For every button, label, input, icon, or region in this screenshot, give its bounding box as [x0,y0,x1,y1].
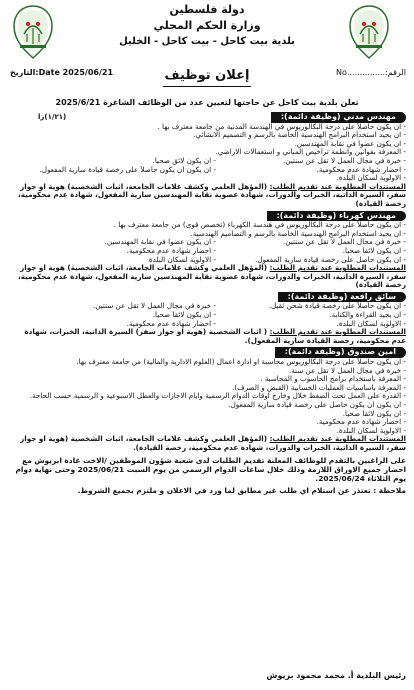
requirement-item: - خبرة في مجال العمل لا تقل عن سنتين. [92,302,216,311]
signature-line: رئيس البلدية أ. محمد محمود بريوش [266,671,406,680]
required-documents [8,435,406,452]
requirement-pair [8,311,406,320]
required-documents [8,183,406,209]
municipality-logo-right [346,4,392,62]
announcement-body [8,110,406,495]
intro-text: تعلن بلدية بيت كاحل عن حاجتها لتعيين عدد من الوظائف الشاغرة 2025/6/21 [55,98,359,107]
ministry-name: وزارة الحكم المحلي [153,19,261,32]
note: ملاحظة : تعتذر عن استلام اي طلب غير مطابق لما ورد في الاعلان و ملتزم بجميع الشروط. [77,485,406,495]
job-section [8,211,406,290]
requirement-item: - ان يكون حاصلاً على درجة البكالوريوس محاسبة او ادارة اعمال (العلوم الادارية والمالية) من جامعة معترف بها. [76,358,406,367]
requirement-item: - ان يجيد استخدام البرامج الهندسية الخاصة بالرسم و التصاميم الهندسية. [190,229,406,238]
documents-label: المستندات المطلوبة عند تقديم الطلب: [269,263,406,273]
requirement-item: - الاولوية لسكان البلدة. [336,426,406,435]
requirement-item: - المعرفة باساسيات العمليات الحسابية (القبض و الصرف). [232,383,406,392]
requirement-item: - ان يكون عضوا في نقابة المهندسين. [104,238,216,247]
requirement-item: - ان يكون ان يكون حاصل على رخصة قيادة سارية المفعول. [228,401,406,409]
required-documents [8,264,406,290]
requirement-item: - المعرفة بقوانين وانظمة تراخيص المباني و استعمالات الاراضي. [215,148,406,157]
section-header [8,347,406,358]
state-name: دولة فلسطين [169,3,245,16]
section-header [8,112,406,123]
requirement-pair [8,247,406,256]
documents-list: (المؤهل العلمي وكشف علامات الجامعة، اثبات الشخصية) هوية او جواز سفر، السيرة الذاتية، الخبرات والدورات، شهادة عضوية نقابة المهندسين سارية المفعول، شهادة عدم محكومية، رخصة القيادة) [18,181,406,208]
requirement-item: - ان يجيد استخدام البرامج الهندسية الخاصة بالرسم و التصميم الانشائي. [193,131,406,140]
requirement-item: - ان يكون حاصلاً على درجة البكالوريوس في هندسة الكهرباء (تخصص قوى) من جامعة معترف بها . [113,221,406,230]
documents-label: المستندات المطلوبة عند تقديم الطلب: [269,434,406,444]
documents-list: (المؤهل العلمي وكشف علامات الجامعة، اثبات الشخصية (هوية او جواز سفر، السيرة الذاتية، الخبرات والدورات، شهادة عدم محكومية، رخصة القيادة). [20,434,406,452]
requirement-item: - ان يكون حاصلاً على درجة البكالوريوس في الهندسة المدنية من جامعة معترف بها . [157,122,406,131]
section-title: امين صندوق (وظيفة دائمة): [275,347,406,358]
municipality-name: بلدية بيت كاحل - بيت كاحل - الخليل [119,36,295,47]
job-section [8,292,406,346]
requirement-item: - ان يكون عضواً في نقابة المهندسين. [294,139,406,148]
page-title: إعلان توظيف [164,68,250,83]
documents-list: ( اثبات الشخصية (هوية او جواز سفر) السيرة الذاتية، الخبرات، شهادة عدم محكومية، رخصة القيادة سارية المفعول). [24,327,406,345]
requirement-item: - خبرة في مجال العمل لا تقل عن سنة. [288,366,406,375]
section-title: مهندس مدني (وظيفة دائمة): [271,112,406,123]
job-section [8,112,406,209]
requirement-item: - ان يكون لائقاً صحياً. [152,311,216,320]
section-header [8,211,406,222]
letterhead-text [100,2,314,50]
requirement-item: - خبرة في مجال العمل لا تقل عن سنتين. [282,238,406,247]
requirement-pair [8,166,406,175]
section-title: سائق رافعة (وظيفة دائمة): [278,292,406,303]
required-documents [8,328,406,345]
requirement-item: - ان يكون لائقاً صحياً. [342,246,406,255]
requirement-item: - ان يكون لائقاً صحياً. [342,409,406,418]
requirement-item: - احضار شهادة عدم محكومية. [316,418,406,427]
documents-label: المستندات المطلوبة عند تقديم الطلب: [269,327,406,337]
section-title: مهندس كهرباء (وظيفة دائمة): [267,211,406,222]
requirement-item: - الاولوية لسكان البلدة. [336,319,406,328]
municipality-logo-left [10,4,56,62]
requirement-item: - ان يكون حاصلاً على رخصة قيادة شحن ثقيل. [268,302,406,311]
requirement-item: - الاولوية لسكان البلدة. [336,174,406,183]
reference-number: الرقم:...............No [336,68,406,77]
requirement-item: - الاولوية لسكان البلدة [148,255,216,264]
application-instructions: على الراغبين بالتقدم للوظائف المعلنة تقديم الطلبات لدى شعبة شؤون الموظفين /الاخت غادة ابريوش مع احضار جميع الاوراق اللازمة وذلك خلال ساعات الدوام الرسمي من يوم السبت 2025/06/21 وحتى نهاية دوام يوم الثلاثاء 2025/06/24. [15,455,406,483]
requirement-item: - القدرة على العمل تحت الضغط خلال وخارج اوقات الدوام الرسمية وايام الاجازات والعطل الاسبوعية و الرسمية حسب الحاجة. [29,392,406,401]
requirement-item: - المعرفة باستخدام برامج الحاسوب و المحاسبة . [260,375,406,384]
letterhead [0,0,414,83]
requirement-item: - احضار شهادة عدم محكومية. [316,165,406,174]
requirement-item: - ان يجيد القراءة والكتابة. [329,311,406,320]
section-header [8,292,406,303]
title-underline [163,86,251,87]
requirement-pair [8,302,406,311]
job-section [8,347,406,452]
section-reference: (١/٢١)زا [38,113,67,121]
requirement-item: - خبرة في مجال العمل لا تقل عن سنتين. [282,156,406,165]
requirement-pair [8,238,406,247]
requirement-item: - احضار شهادة عدم محكومية. [126,319,216,328]
documents-list: (المؤهل العلمي وكشف علامات الجامعة، اثبات الشخصية) هوية او جواز سفر، السيرة الذاتية، الخبرات والدورات، شهادة عضوية نقابة المهندسين سارية المفعول، شهادة عدم محكومية، رخصة القيادة) [18,263,406,290]
requirement-pair [8,157,406,166]
requirement-item: - ان يكون ان يكون حاصلاً على رخصة قيادة سارية المفعول. [39,165,216,174]
requirement-item: - ان يكون لائق صحياً. [152,156,216,165]
documents-label: المستندات المطلوبة عند تقديم الطلب: [269,181,406,191]
date-label: Date 2025/06/21:التاريخ [10,68,114,77]
requirement-item: - احضار شهادة عدم محكومية. [126,246,216,255]
requirement-item: - ان يكون حاصل على رخصة قيادة سارية المفعول. [255,255,406,264]
